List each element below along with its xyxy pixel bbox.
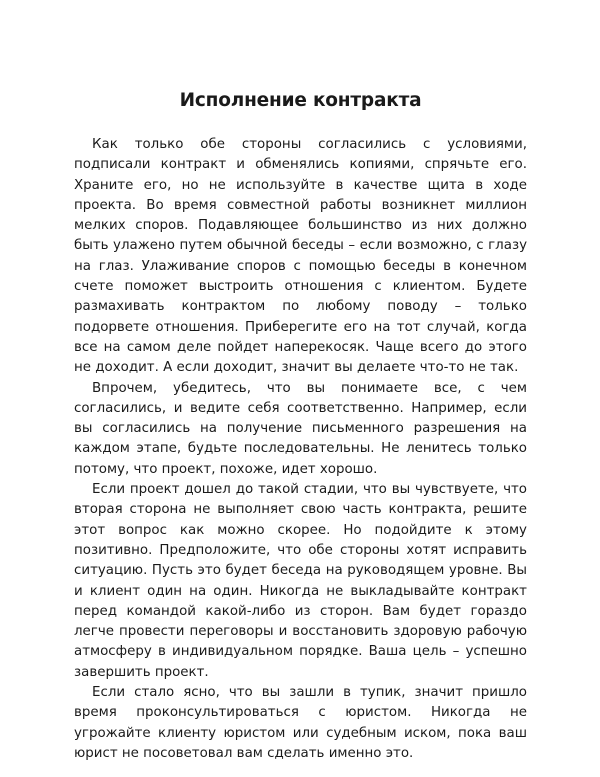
page-title: Исполнение контракта xyxy=(179,90,422,111)
paragraph-3: Если проект дошел до такой стадии, что вы чувствуете, что вторая сторона не выполняет свою часть контракта, решите этот вопрос как можно скорее. Но подойдите к этому позитивно. Предположите, что обе стороны хотят исправить ситуацию. Пусть это будет беседа на руководящем уровне. Вы и клиент один на один. Никогда не выкладывайте контракт перед командой какой-либо из сторон. Вам будет гораздо легче провести переговоры и восстановить здоровую рабочую атмосферу в индивидуальном порядке. Ваша цель – успешно завершить проект. xyxy=(74,482,527,680)
paragraph-1: Как только обе стороны согласились с условиями, подписали контракт и обменялись копиями, спрячьте его. Храните его, но не используйте в качестве щита в ходе проекта. Во время совместной работы возникнет миллион мелких споров. Подавляющее большинство из них должно быть улажено путем обычной беседы – если возможно, с глазу на глаз. Улаживание споров с помощью беседы в конечном счете поможет выстроить отношения с клиентом. Будете размахивать контрактом по любому поводу – только подорвете отношения. Приберегите его на тот случай, когда все на самом деле пойдет наперекосяк. Чаще всего до этого не доходит. А если доходит, значит вы делаете что-то не так. xyxy=(74,137,527,376)
paragraph-2: Впрочем, убедитесь, что вы понимаете все, с чем согласились, и ведите себя соответственно. Например, если вы согласились на получение письменного разрешения на каждом этапе, будьте последовательны. Не ленитесь только потому, что проект, похоже, идет хорошо. xyxy=(74,380,527,477)
paragraph-4: Если стало ясно, что вы зашли в тупик, значит пришло время проконсультироваться с юристом. Никогда не угрожайте клиенту юристом или судебным иском, пока ваш юрист не посоветовал вам сделать именно это. xyxy=(74,685,527,761)
